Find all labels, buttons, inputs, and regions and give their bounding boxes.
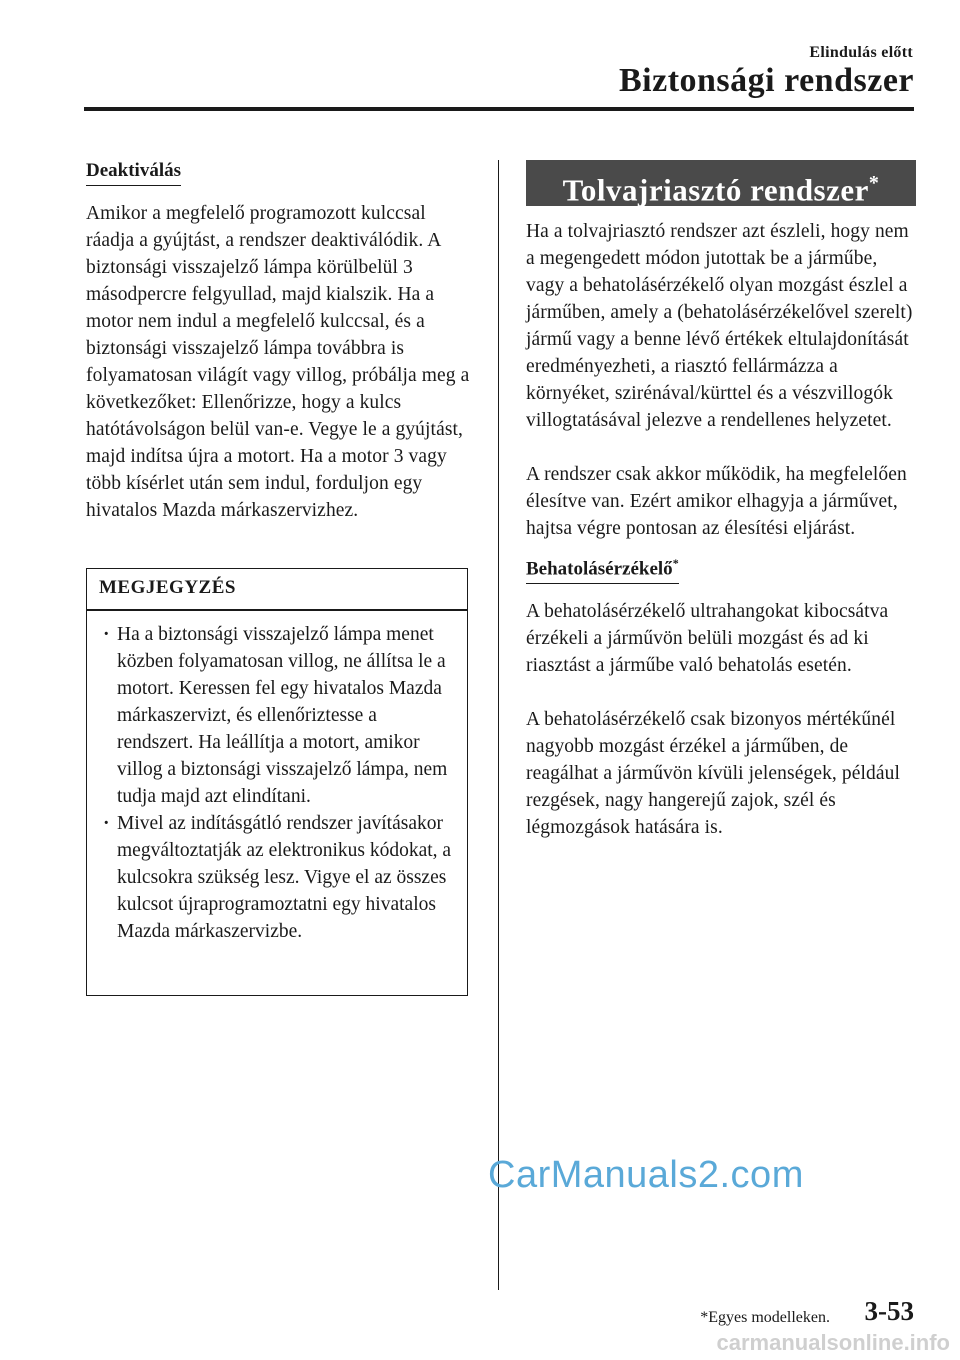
section-label: Elindulás előtt <box>809 44 913 61</box>
intrusion-paragraph-1: A behatolásérzékelő ultrahangokat kibocsátva érzékeli a járművön belüli mozgást és ad ki riasztást a járműbe való behatolás esetén. <box>526 601 889 677</box>
intrusion-sensor-asterisk: * <box>672 556 679 570</box>
deactivation-paragraph: Amikor a megfelelő programozott kulccsal ráadja a gyújtást, a rendszer deaktiválódik. A biztonsági visszajelző lámpa körülbelül 3 másodpercre felgyullad, majd kialszik. Ha a motor nem indul a megfelelő kulccsal, és a biztonsági visszajelző lámpa továbbra is folyamatosan világít vagy villog, próbálja meg a következőket: Ellenőrizze, hogy a kulcs hatótávolságon belül van-e. Vegye le a gyújtást, majd indítsa újra a motort. Ha a motor 3 vagy több kísérlet után sem indul, forduljon egy hivatalos Mazda márkaszervizhez. <box>86 203 470 521</box>
bullet-icon: · <box>103 623 110 645</box>
alarm-paragraph-2: A rendszer csak akkor működik, ha megfelelően élesítve van. Ezért amikor elhagyja a járművet, hajtsa végre pontosan az élesítési eljárást. <box>526 464 907 539</box>
footnote: *Egyes modelleken. <box>700 1309 830 1326</box>
intrusion-paragraph-2: A behatolásérzékelő csak bizonyos mértékűnél nagyobb mozgást érzékel a járműben, de reagálhat a járművön kívüli jelenségek, például rezgések, nagy hangerejű zajok, szél és légmozgások hatására is. <box>526 709 900 839</box>
page-title: Biztonsági rendszer <box>618 62 914 99</box>
right-column <box>526 160 916 841</box>
note-title: MEGJEGYZÉS <box>99 577 236 598</box>
section-banner <box>526 160 916 206</box>
header-rule <box>84 107 914 111</box>
note-box <box>86 568 468 996</box>
banner-asterisk: * <box>868 172 880 194</box>
alarm-paragraph-1: Ha a tolvajriasztó rendszer azt észleli, hogy nem a megengedett módon jutottak be a járműbe, vagy a behatolásérzékelő olyan mozgást észlel a járműben, amely a (behatolásérzékelővel szerelt) jármű vagy a benne lévő értékek eltulajdonítását eredményezheti, a riasztó fellármázza a környéket, szirénával/kürttel és a vészvillogók villogtatásával jelezve a rendellenes helyzetet. <box>526 221 913 431</box>
column-divider <box>498 160 499 1290</box>
note-item <box>99 621 457 810</box>
note-list <box>87 611 467 945</box>
page-number: 3-53 <box>864 1296 914 1326</box>
corner-watermark: carmanualsonline.info <box>716 1330 950 1355</box>
deactivation-heading: Deaktiválás <box>86 160 181 186</box>
intrusion-sensor-heading <box>526 556 679 584</box>
note-item-text: Ha a biztonsági visszajelző lámpa menet közben folyamatosan villog, ne állítsa le a motort. Keressen fel egy hivatalos Mazda márkaszervizt, és ellenőriztesse a rendszert. Ha leállítja a motort, amikor villog a biztonsági visszajelző lámpa, nem tudja majd azt elindítani. <box>117 623 448 807</box>
left-column <box>86 160 470 524</box>
intrusion-sensor-heading-text: Behatolásérzékelő <box>526 558 673 580</box>
banner-title: Tolvajriasztó rendszer <box>562 172 869 208</box>
bullet-icon: · <box>103 812 110 834</box>
note-item-text: Mivel az indításgátló rendszer javításakor megváltoztatják az elektronikus kódokat, a kulcsokra szükség lesz. Vigye el az összes kulcsot újraprogramoztatni egy hivatalos Mazda márkaszervizbe. <box>117 812 452 942</box>
watermark-logo: CarManuals2.com <box>488 1154 804 1196</box>
note-item <box>99 810 457 945</box>
